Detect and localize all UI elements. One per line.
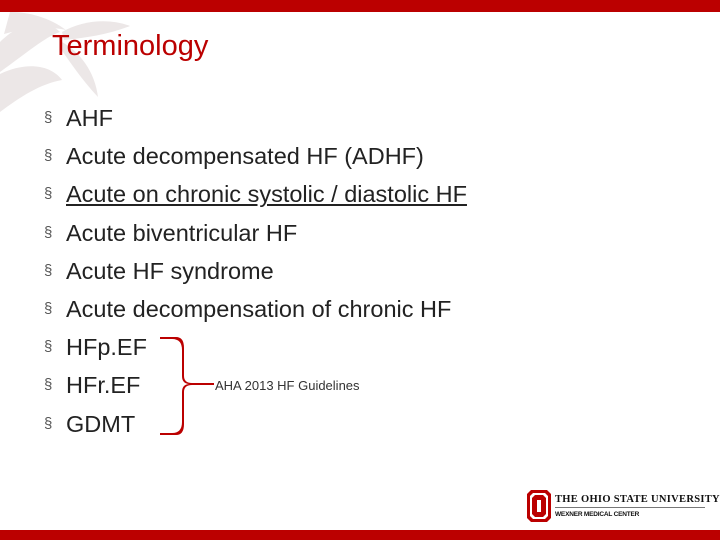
- bullet-marker-icon: §: [44, 223, 53, 241]
- slide-title: Terminology: [52, 30, 209, 62]
- bullet-item: [44, 175, 604, 213]
- bullet-marker-icon: §: [44, 338, 53, 356]
- bottom-accent-bar: [0, 530, 720, 540]
- bullet-marker-icon: §: [44, 185, 53, 203]
- bullet-text: Acute HF syndrome: [66, 257, 274, 284]
- bullet-text: Acute decompensated HF (ADHF): [66, 143, 424, 170]
- top-accent-bar: [0, 0, 720, 12]
- bullet-marker-icon: §: [44, 376, 53, 394]
- university-logo: [527, 490, 720, 524]
- bullet-item: [44, 214, 604, 252]
- bullet-marker-icon: §: [44, 261, 53, 279]
- bullet-item: [44, 252, 604, 290]
- bullet-marker-icon: §: [44, 147, 53, 165]
- bullet-item: [44, 137, 604, 175]
- bullet-text: Acute on chronic systolic / diastolic HF: [66, 181, 467, 208]
- logo-divider: [555, 507, 705, 508]
- bullet-item: [44, 290, 604, 328]
- bullet-item: [44, 405, 604, 443]
- bullet-item: [44, 99, 604, 137]
- bullet-item: [44, 328, 604, 366]
- bullet-text: HFr.EF: [66, 372, 141, 399]
- brace-annotation: AHA 2013 HF Guidelines: [215, 378, 360, 393]
- logo-subtitle: WEXNER MEDICAL CENTER: [555, 511, 640, 518]
- bullet-marker-icon: §: [44, 109, 53, 126]
- bullet-text: AHF: [66, 105, 113, 131]
- bullet-marker-icon: §: [44, 414, 53, 432]
- bullet-marker-icon: §: [44, 299, 53, 317]
- bullet-text: HFp.EF: [66, 334, 147, 361]
- bullet-text: GDMT: [66, 410, 136, 437]
- bullet-text: Acute decompensation of chronic HF: [66, 295, 452, 322]
- bullet-text: Acute biventricular HF: [66, 219, 298, 246]
- block-o-icon: [527, 490, 551, 522]
- logo-title: THE OHIO STATE UNIVERSITY: [555, 494, 720, 505]
